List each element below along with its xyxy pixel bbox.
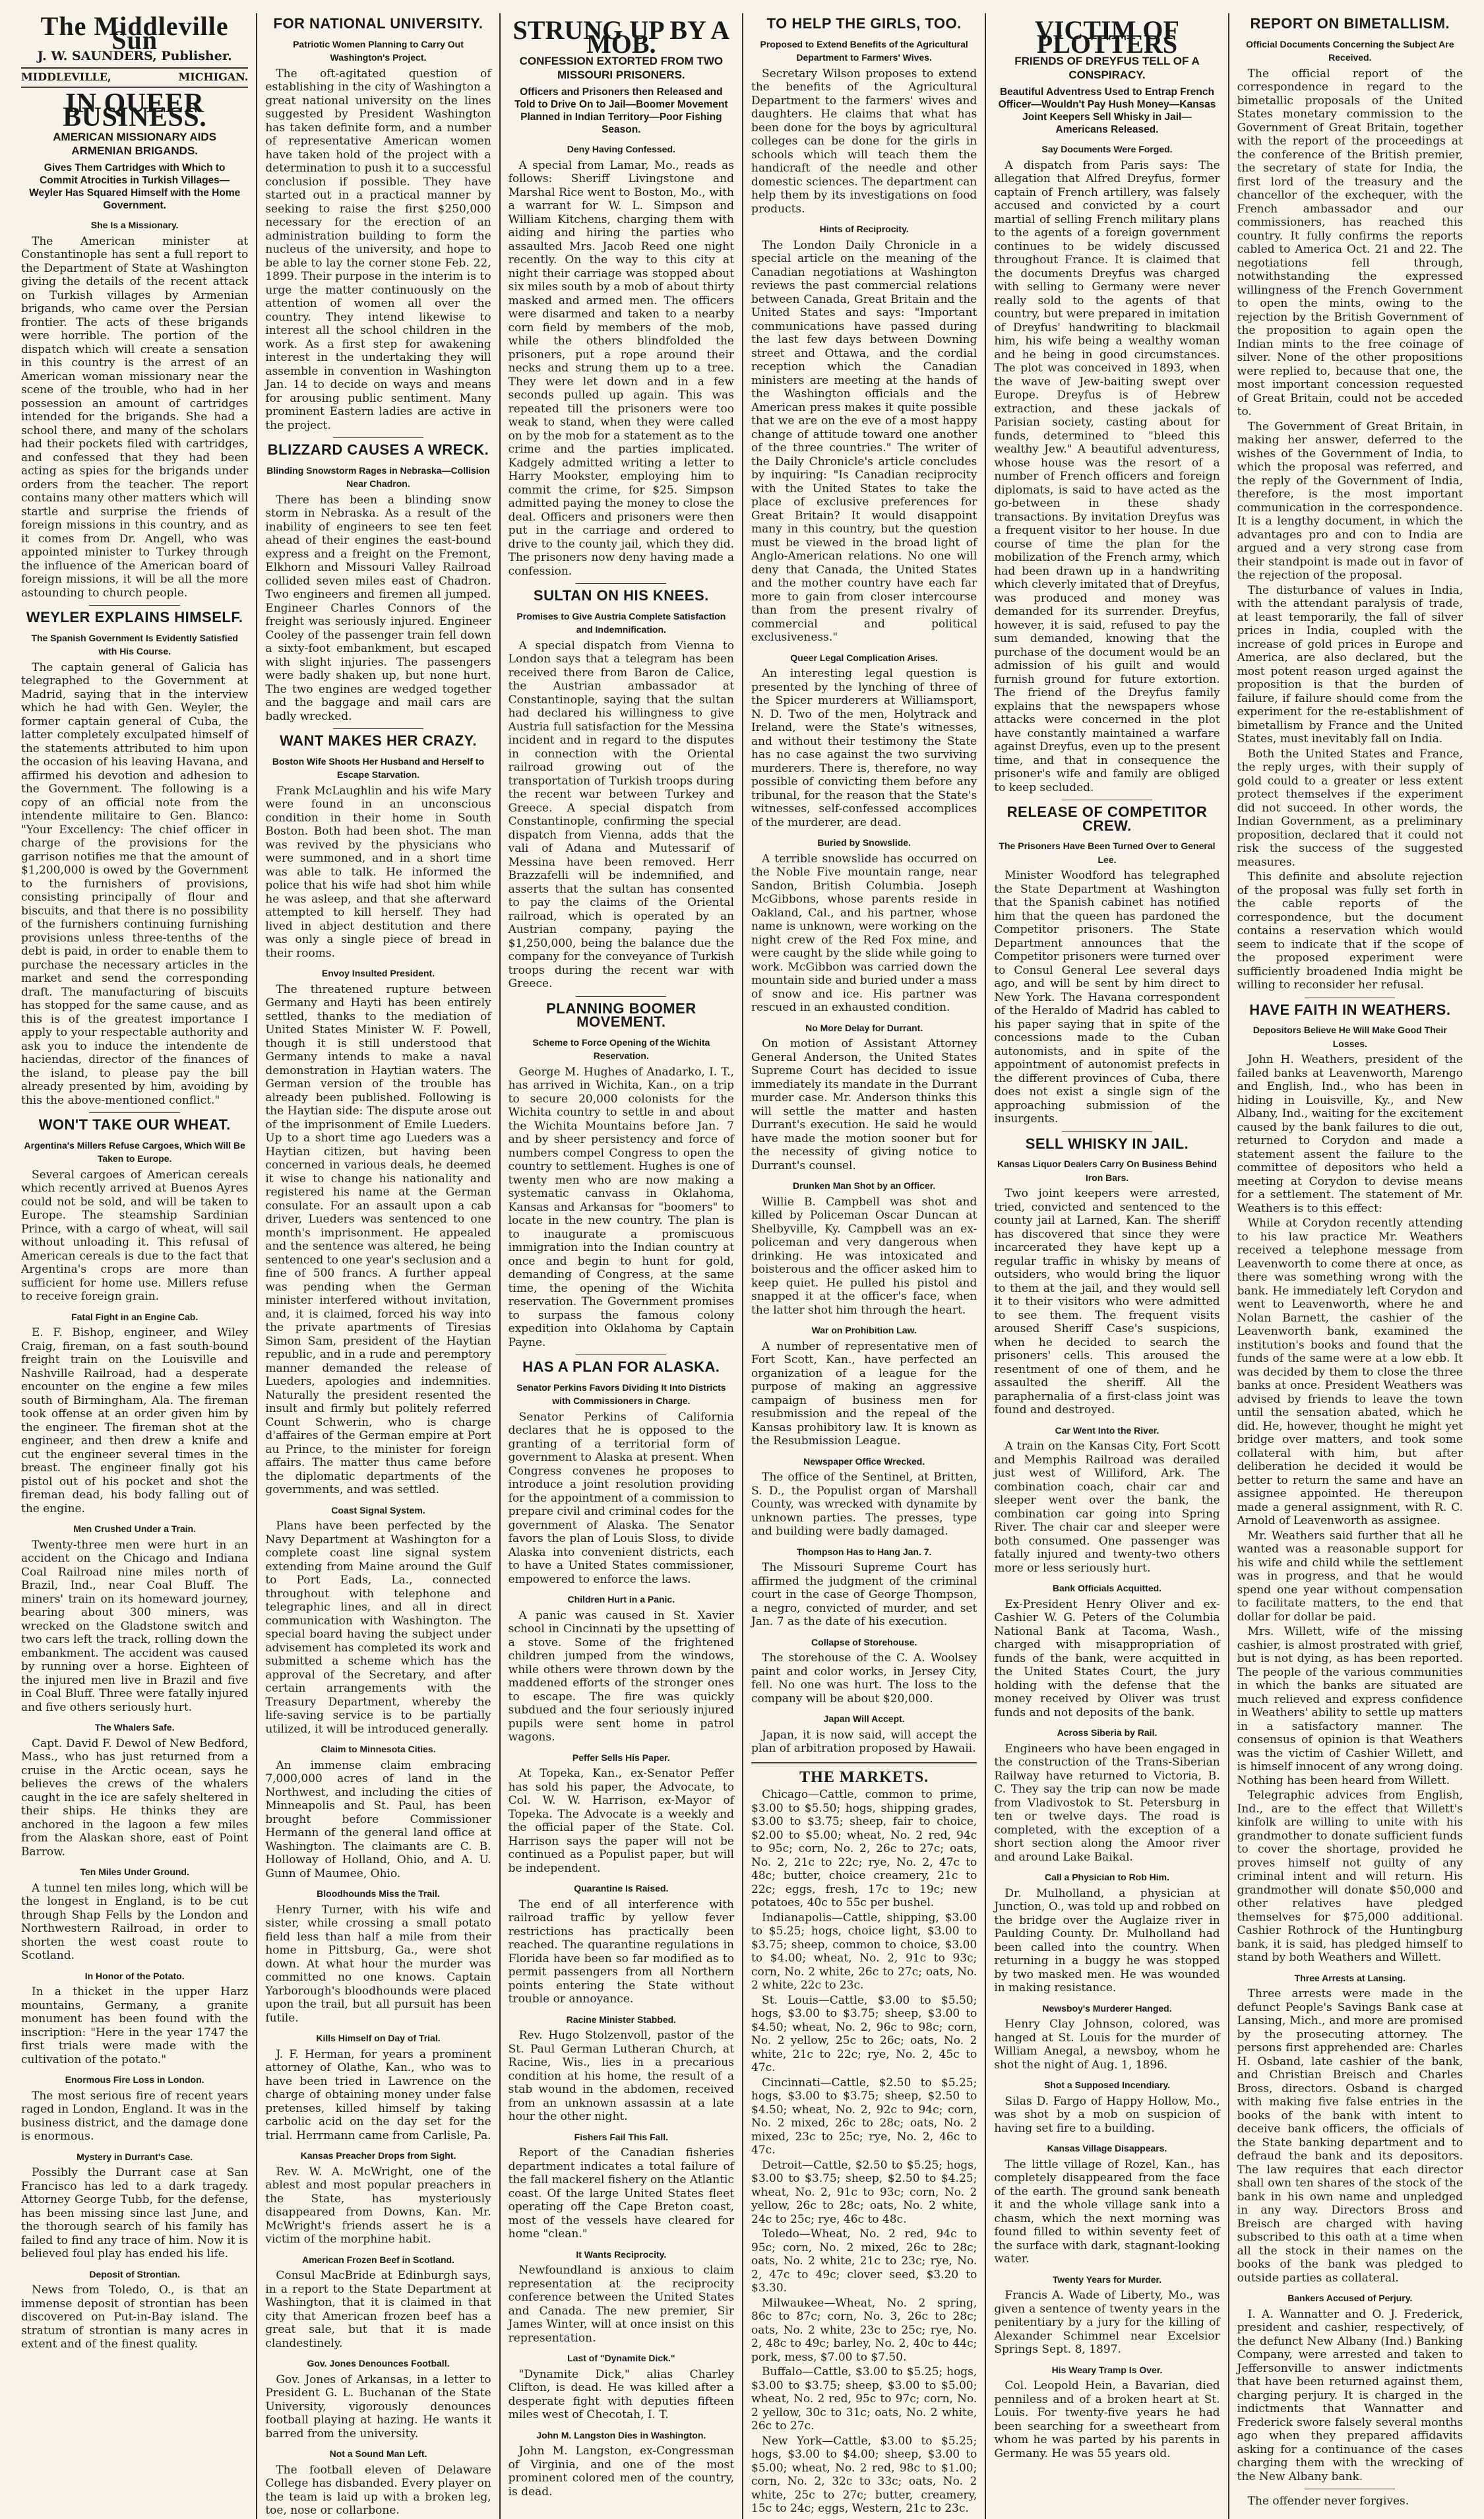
article-paragraph: Several cargoes of American cereals which recently arrived at Buenos Ayres could not be sold, and will be taken to Europe. The steamship Sardinian Prince, with a cargo of wheat, will sail without unloading it. This refusal of American cereals is due to the fact that Argentina's crops are more than sufficient for home use. Millers refuse to receive foreign grain. <box>21 1168 249 1303</box>
article-paragraph: Japan, it is now said, will accept the plan of arbitration proposed by Hawaii. <box>751 1728 977 1755</box>
article-paragraph: The captain general of Galicia has telegraphed to the Government at Madrid, saying that in the interview which he had with Gen. Weyler, the former captain general of Cuba, the latter completely exculpated himself of the statements attributed to him upon the occasion of his leaving Havana, and affirmed his devotion and adhesion to the Government. The following is a copy of an official note from the intendente militaire to Gen. Blanco: "Your Excellency: The chief officer in charge of the provisions for the garrison notifies me that the amount of $1,200,000 is owed by the Government to the furnishers of provisions, consisting principally of flour and biscuits, and that there is no possibility of the furnishers continuing furnishing provisions unless three-tenths of the debt is paid, in order to enable them to purchase the necessary articles in the market and send the corresponding draft. The manufacturing of biscuits has stopped for the same cause, and as this is of the greatest importance I apply to your respectable authority and ask you to induce the intendente de haciendas, director of the finances of the island, to please pay the bill already presented by him, avoiding by this the above-mentioned conflict." <box>21 660 249 1107</box>
dateline <box>21 67 248 88</box>
headline: SULTAN ON HIS KNEES. <box>533 587 709 604</box>
subhead: The Prisoners Have Been Turned Over to General Lee. <box>999 841 1216 865</box>
subhead: Kansas Village Disappears. <box>1047 2143 1167 2153</box>
article-paragraph: The Missouri Supreme Court has affirmed the judgment of the criminal court in the case of George Thompson, a negro, convicted of murder, and set Jan. 7 as the date of his execution. <box>751 1561 977 1628</box>
article-paragraph: I. A. Wannatter and O. J. Frederick, president and cashier, respectively, of the defunct New Albany (Ind.) Banking Company, were arrested and taken to Jeffersonville to answer indictments that have been returned against them, charging perjury. It is charged in the indictments that Wannatter and Frederick swore falsely several months ago when they prepared affidavits asking for a continuance of the cases charging them with the wrecking of the New Albany bank. <box>1237 2307 1463 2483</box>
headline: PLANNING BOOMER MOVEMENT. <box>546 1000 696 1030</box>
subhead: Fishers Fail This Fall. <box>574 2131 669 2142</box>
deck-summary: Gives Them Cartridges with Which to Commit Atrocities in Turkish Villages—Weyler Has Squared Himself with the Home Government. <box>29 162 241 211</box>
subhead: In Honor of the Potato. <box>84 1970 185 1981</box>
article-paragraph: Twenty-three men were hurt in an accident on the Chicago and Indiana Coal Railroad nine miles north of Brazil, Ind., near Coal Bluff. The miners' train on its homeward journey, bearing about 300 miners, was wrecked on the Gladstone switch and two cars left the track, rolling down the embankment. The accident was caused by running over a horse. Eighteen of the injured men live in Brazil and five in Coal Bluff. Three were fatally injured and five others seriously hurt. <box>21 1538 249 1714</box>
divider <box>333 728 423 729</box>
subhead: Gov. Jones Denounces Football. <box>307 2358 450 2369</box>
subhead: Japan Will Accept. <box>823 1713 905 1724</box>
divider <box>576 583 666 584</box>
subhead: Bankers Accused of Perjury. <box>1287 2293 1413 2303</box>
subhead: Argentina's Millers Refuse Cargoes, Which Will Be Taken to Europe. <box>24 1139 245 1164</box>
article-paragraph: Ex-President Henry Oliver and ex-Cashier W. G. Peters of the Columbia National Bank at Tacoma, Wash., charged with misappropriation of funds of the bank, were acquitted in the United States Court, the jury holding with the defense that the money received by Oliver was trust funds and not deposits of the bank. <box>994 1597 1220 1719</box>
subhead: Mystery in Durrant's Case. <box>77 2151 193 2162</box>
article-paragraph: While at Corydon recently attending to his law practice Mr. Weathers received a telephone message from Leavenworth to come there at once, as there was something wrong with the bank. He immediately left Corydon and went to Leavenworth, where he and Nolan Barnett, the cashier of the Leavenworth bank, examined the institution's books and found that the funds of the same were at a low ebb. It was decided by them to close the three banks at once. President Weathers was advised by friends to leave the town until the sensation abated, which he did. He, however, thought he might yet bridge over matters, and took some collateral with him, but after deliberation he decided it would be better to return the same and have an assignee appointed. He thereupon made a general assignment, with R. C. Arnold of Leavenworth as assignee. <box>1237 1217 1463 1527</box>
column-2 <box>256 13 499 2519</box>
article-paragraph: News from Toledo, O., is that an immense deposit of strontian has been discovered on Put-in-Bay island. The stratum of strontian is many acres in extent and of the finest quality. <box>21 2283 249 2351</box>
subhead: Thompson Has to Hang Jan. 7. <box>796 1546 932 1557</box>
article-paragraph: Senator Perkins of California declares that he is opposed to the granting of a territorial form of government to Alaska at present. When Congress convenes he proposes to introduce a joint resolution providing for the appointment of a commission to prepare civil and criminal codes for the government of Alaska. The Senator favors the plan of Louis Sloss, to divide Alaska into convenient districts, each to have a United States commissioner, empowered to enforce the laws. <box>508 1410 735 1586</box>
article-paragraph: Willie B. Campbell was shot and killed by Policeman Oscar Duncan at Shelbyville, Ky. Campbell was an ex-policeman and very dangerous when drinking. He was intoxicated and boisterous and the officer asked him to keep quiet. He pulled his pistol and snapped it at the officer's face, when the latter shot him through the heart. <box>751 1195 977 1317</box>
article-paragraph: Two joint keepers were arrested, tried, convicted and sentenced to the county jail at Larned, Kan. The sheriff has discovered that since they were incarcerated they have kept up a regular traffic in whisky by means of outsiders, who would bring the liquor to them at the jail, and they would sell it to their visitors who were admitted to see them. The frequent visits aroused Sheriff Case's suspicions, when he decided to search the prisoners' cells. This aroused the resentment of one of them, and he assaulted the sheriff. All the paraphernalia of a first-class joint was found and destroyed. <box>994 1187 1220 1417</box>
headline: SELL WHISKY IN JAIL. <box>1025 1135 1189 1152</box>
subhead: Last of "Dynamite Dick." <box>567 2353 675 2363</box>
subhead: War on Prohibition Law. <box>811 1325 917 1335</box>
subhead: Kansas Preacher Drops from Sight. <box>300 2150 456 2161</box>
column-5 <box>985 13 1227 2519</box>
subhead: Coast Signal System. <box>331 1504 425 1515</box>
subhead: Kills Himself on Day of Trial. <box>316 2033 441 2043</box>
market-report: Cincinnati—Cattle, $2.50 to $5.25; hogs, $3.00 to $3.75; sheep, $2.50 to $4.50; wheat, No. 2, 92c to 94c; corn, No. 2 mixed, 26c to 28c; oats, No. 2 mixed, 23c to 25c; rye, No. 2, 46c to 47c. <box>751 2076 977 2157</box>
article-paragraph: Three arrests were made in the defunct People's Savings Bank case at Lansing, Mich., and more are promised by the prosecuting attorney. The persons first apprehended are: Charles H. Osband, late cashier of the bank, and Christian Breisch and Charles Bross, directors. Osband is charged with making five false entries in the books of the bank with intent to deceive bank officers, the officials of the State banking department and to defraud the bank and its depositors. The law requires that each director shall own ten shares of the stock of the bank in his own name and unpledged in any way. Directors Bross and Breisch are charged with having subscribed to this oath at a time when all the stock in their names on the books of the bank was pledged to outside parties as collateral. <box>1237 1987 1463 2285</box>
headline: WANT MAKES HER CRAZY. <box>280 732 477 749</box>
article-paragraph: Rev. Hugo Stolzenvoll, pastor of the St. Paul German Lutheran Church, at Racine, Wis., lies in a precarious condition at his home, the result of a stab wound in the abdomen, received from an unknown assassin at a late hour the other night. <box>508 2029 734 2123</box>
article-paragraph: There has been a blinding snow storm in Nebraska. As a result of the inability of engineers to see ten feet ahead of their engines the east-bound express and a freight on the Fremont, Elkhorn and Missouri Valley Railroad collided seven miles east of Chadron. Two engineers and firemen all jumped. Engineer Charles Connors of the freight was seriously injured. Engineer Cooley of the passenger train fell down a sixty-foot embankment, but escaped with slight injuries. The passengers were badly shaken up, but none hurt. The two engines are wedged together and the baggage and mail cars are badly wrecked. <box>265 493 491 723</box>
subhead: Fatal Fight in an Engine Cab. <box>71 1311 199 1322</box>
article-paragraph: This definite and absolute rejection of the proposal was fully set forth in the cable reports of the correspondence, but the document contains a reservation which would seem to indicate that if the scope of the proposed experiment were sufficiently broadened India might be willing to reconsider her refusal. <box>1237 870 1463 992</box>
subhead: Peffer Sells His Paper. <box>572 1752 670 1763</box>
article-paragraph: A panic was caused in St. Xavier school in Cincinnati by the upsetting of a stove. Some of the frightened children jumped from the windows, while others were thrown down by the maddened efforts of the stronger ones to escape. The fire was quickly subdued and the four seriously injured pupils were sent home in patrol wagons. <box>508 1609 734 1744</box>
headline: RELEASE OF COMPETITOR CREW. <box>1006 804 1208 834</box>
subhead: It Wants Reciprocity. <box>576 2248 667 2260</box>
headline: TO HELP THE GIRLS, TOO. <box>766 15 962 32</box>
publisher-line: J. W. SAUNDERS, Publisher. <box>37 49 232 63</box>
subhead: Blinding Snowstorm Rages in Nebraska—Collision Near Chadron. <box>266 464 490 489</box>
subhead: The Spanish Government Is Evidently Satisfied with His Course. <box>31 632 238 656</box>
column-1 <box>13 13 256 2519</box>
article-paragraph: Francis A. Wade of Liberty, Mo., was given a sentence of twenty years in the penitentiary by a jury for the killing of Alexander Schimmel near Excelsior Springs Sept. 8, 1897. <box>994 2289 1220 2356</box>
market-report: Toledo—Wheat, No. 2 red, 94c to 95c; corn, No. 2 mixed, 26c to 28c; oats, No. 2 white, 21c to 23c; rye, No. 2, 47c to 49c; clover seed, $3.20 to $3.30. <box>751 2227 977 2295</box>
headline: WEYLER EXPLAINS HIMSELF. <box>26 609 243 625</box>
article-paragraph: The offender never forgives. <box>1247 2495 1409 2508</box>
headline: REPORT ON BIMETALLISM. <box>1250 15 1450 32</box>
article-paragraph: Newfoundland is anxious to claim representation at the reciprocity conference between the United States and Canada. The new premier, Sir James Winter, will at once insist on this representation. <box>508 2264 734 2345</box>
subhead: Promises to Give Austria Complete Satisfaction and Indemnification. <box>516 610 726 635</box>
subhead: Enormous Fire Loss in London. <box>65 2074 204 2085</box>
article-paragraph: The London Daily Chronicle in a special article on the meaning of the Canadian negotiations at Washington reviews the past commercial relations between Canada, Great Britain and the United States and says: "Important communications have passed during the last few days between Downing street and Ottawa, and the cordial reception which the Canadian ministers are meeting at the hands of the Washington officials and the American press makes it quite possible that we are on the eve of a most happy change of attitude toward one another of the three countries." The writer of the Daily Chronicle's article concludes by inquiring: "Is Canadian reciprocity with the United States to take the place of exclusive preferences for Great Britain? It would disappoint many in this country, but the question must be viewed in the broad light of Anglo-American relations. No one will deny that Canada, the United States and the mother country have each far more to gain from closer intercourse than from the present rivalry of commercial and political exclusiveness." <box>751 238 977 644</box>
market-report: Indianapolis—Cattle, shipping, $3.00 to $5.25; hogs, choice light, $3.00 to $3.75; sheep, common to choice, $3.00 to $4.00; wheat, No. 2, 91c to 93c; corn, No. 2 white, 26c to 27c; oats, No. 2 white, 22c to 23c. <box>751 1911 977 1992</box>
dateline-town: MIDDLEVILLE, <box>21 70 111 83</box>
subhead: Bloodhounds Miss the Trail. <box>317 1888 440 1899</box>
article-paragraph: The end of all interference with railroad traffic by yellow fever restrictions has practically been reached. The quarantine regulations in Florida have been so far modified as to permit passengers from all Northern points entering the State without trouble or annoyance. <box>508 1897 734 2006</box>
article-paragraph: John M. Langston, ex-Congressman of Virginia, and one of the most prominent colored men of the country, is dead. <box>508 2444 734 2499</box>
column-6 <box>1228 13 1471 2519</box>
deck: AMERICAN MISSIONARY AIDS ARMENIAN BRIGANDS. <box>53 131 217 157</box>
article-paragraph: Mrs. Willett, wife of the missing cashier, is almost prostrated with grief, but is not dying, as has been reported. The people of the various communities in which the banks are situated are much relieved and express confidence in Weathers' ability to settle up matters in a satisfactory manner. The consensus of opinion is that Weathers was the victim of Cashier Willett, and is himself innocent of any wrong doing. Nothing has been heard from Willett. <box>1237 1625 1463 1787</box>
subhead: Not a Sound Man Left. <box>329 2448 427 2459</box>
divider <box>89 1112 180 1113</box>
headline: STRUNG UP BY A MOB. <box>512 15 730 59</box>
subhead: No More Delay for Durrant. <box>805 1022 923 1033</box>
article-paragraph: The Government of Great Britain, in making her answer, deferred to the wishes of the Government of India, to which the proposal was referred, and the reply of the Government of India, therefore, is the most important communication in the correspondence. It is a lengthy document, in which the advantages pro and con to India are argued and a very strong case from their standpoint is made out in favor of the rejection of the proposal. <box>1237 420 1463 582</box>
subhead: Patriotic Women Planning to Carry Out Washington's Project. <box>293 38 464 63</box>
article-paragraph: A train on the Kansas City, Fort Scott and Memphis Railroad was derailed just west of Williford, Ark. The combination coach, chair car and sleeper went over the bank, the combination car going into Spring River. The chair car and sleeper were both consumed. One passenger was fatally injured and twenty-two others more or less seriously hurt. <box>994 1440 1220 1575</box>
subhead: Shot a Supposed Incendiary. <box>1043 2080 1171 2090</box>
article-paragraph: The storehouse of the C. A. Woolsey paint and color works, in Jersey City, fell. No one was hurt. The loss to the company will be about $20,000. <box>751 1651 977 1706</box>
article-paragraph: A number of representative men of Fort Scott, Kan., have perfected an organization of a league for the purpose of making an aggressive campaign of business men for resubmission and the repeal of the Kansas prohibitory law. It is known as the Resubmission League. <box>751 1339 977 1448</box>
subhead: Boston Wife Shoots Her Husband and Herself to Escape Starvation. <box>272 755 485 780</box>
article-paragraph: Gov. Jones of Arkansas, in a letter to President G. L. Buchanan of the State University, vigorously denounces football playing at hazing. He wants it barred from the university. <box>265 2373 491 2440</box>
article-paragraph: Secretary Wilson proposes to extend the benefits of the Agricultural Department to the farmers' wives and daughters. He claims that what has been done for the boys by agricultural colleges can be done for the girls in schools which will teach them the handicraft of the needle and other domestic sciences. The department can help them by its investigations on food products. <box>751 67 977 216</box>
deck: FRIENDS OF DREYFUS TELL OF A CONSPIRACY. <box>1014 55 1200 81</box>
article-paragraph: Col. Leopold Hein, a Bavarian, died penniless and of a broken heart at St. Louis. For twenty-five years he had been searching for a sweetheart from whom he was parted by his parents in Germany. He was 55 years old. <box>994 2379 1220 2460</box>
subhead: Collapse of Storehouse. <box>811 1636 917 1647</box>
subhead: Claim to Minnesota Cities. <box>321 1744 436 1754</box>
article-paragraph: Capt. David F. Dewol of New Bedford, Mass., who has just returned from a cruise in the Arctic ocean, says he believes the crews of the whalers caught in the ice are safely sheltered in their ships. He thinks they are anchored in the lagoon a few miles from the Alaskan shore, east of Point Barrow. <box>21 1737 249 1859</box>
article-paragraph: George M. Hughes of Anadarko, I. T., has arrived in Wichita, Kan., on a trip to secure 20,000 colonists for the Wichita country to settle in and about the Wichita Mountains before Jan. 7 and by sheer persistency and force of numbers compel Congress to open the country to settlement. Hughes is one of twenty men who are now making a systematic canvass in Oklahoma, Kansas and Arkansas for "boomers" to locate in the new country. The plan is to inaugurate a promiscuous immigration into the Indian country at once and begin to hunt for gold, demanding of Congress, at the same time, the opening of the Wichita reservation. The Government promises to surpass the famous colony expedition into Oklahoma by Captain Payne. <box>508 1065 734 1349</box>
article-paragraph: The office of the Sentinel, at Britten, S. D., the Populist organ of Marshall County, was wrecked with dynamite by unknown parties. The presses, type and building were badly damaged. <box>751 1471 977 1538</box>
article-paragraph: Possibly the Durrant case at San Francisco has led to a dark tragedy. Attorney George Tubb, for the defense, has been missing since last June, and the thorough search of his family has failed to find any trace of him. Now it is believed foul play has ended his life. <box>21 2166 249 2260</box>
article-paragraph: The threatened rupture between Germany and Hayti has been entirely settled, thanks to the mediation of United States Minister W. F. Powell, though it is still understood that Germany intends to make a naval demonstration in Haytian waters. The German version of the trouble has already been published. Following is the Haytian side: The dispute arose out of the imprisonment of Emile Lueders. Up to a short time ago Lueders was a Haytian citizen, but having been concerned in various deals, he deemed it wise to change his nationality and registered his name at the German consulate. For an assault upon a cab driver, Lueders was sentenced to one month's imprisonment. He appealed and the sentence was altered, he being sentenced to one year's seclusion and a fine of 500 francs. A further appeal was pending when the German minister interfered without invitation, and, it is claimed, forced his way into the private apartments of Tiresias Simon Sam, president of the Haytian republic, and in a rude and peremptory manner demanded the release of Lueders, apologies and indemnities. Naturally the president resented the insult and firmly but politely referred Count Schwerin, who is charge d'affaires of the German empire at Port au Prince, to the minister for foreign affairs. The matter thus came before the diplomatic departments of the governments, and was settled. <box>265 982 491 1496</box>
market-report: St. Louis—Cattle, $3.00 to $5.50; hogs, $3.00 to $3.75; sheep, $3.00 to $4.50; wheat, No. 2, 96c to 98c; corn, No. 2 yellow, 25c to 26c; oats, No. 2 white, 21c to 22c; rye, No. 2, 45c to 47c. <box>751 1993 977 2074</box>
subhead: Children Hurt in a Panic. <box>567 1594 675 1605</box>
article-paragraph: The oft-agitated question of establishing in the city of Washington a great national university on the lines suggested by President Washington has taken definite form, and a number of representative American women have taken hold of the project with a determination to push it to a successful conclusion if possible. They have started out in a practical manner by seeking to raise the first $250,000 necessary for the erection of an administration building to form the nucleus of the university, and hope to be able to lay the corner stone Feb. 22, 1899. Their purpose in the interim is to urge the matter continuously on the attention of women all over the country. They intend likewise to interest all the school children in the work. As a first step for awakening interest in the undertaking they will assemble in convention in Washington Jan. 14 to decide on ways and means for arousing public sentiment. Many prominent Eastern ladies are active in the project. <box>265 67 491 432</box>
subhead: Buried by Snowslide. <box>817 837 911 848</box>
article-paragraph: A special from Lamar, Mo., reads as follows: Sheriff Livingstone and Marshal Rice went to Boston, Mo., with a warrant for W. L. Simpson and William Kitchens, charging them with aiding and hiring the parties who assaulted Mrs. Jacob Reed one night recently. On the way to this city at night their carriage was stopped about six miles south by a mob of about thirty masked and armed men. The officers were disarmed and taken to a nearby corn field by members of the mob, while the others blindfolded the prisoners, put a rope around their necks and strung them up to a tree. They were let down and in a few seconds pulled up again. This was repeated till the prisoners were too weak to stand, when they were called on by the mob for a statement as to the crime and the parties implicated. Kadgely admitted writing a letter to Harry Mookster, employing him to commit the crime, for $25. Simpson admitted paying the money to close the deal. Officers and prisoners were then put in the carriage and ordered to drive to the county jail, which they did. The prisoners now deny having made a confession. <box>508 158 734 578</box>
article-paragraph: On motion of Assistant Attorney General Anderson, the United States Supreme Court has decided to issue immediately its mandate in the Durrant murder case. Mr. Anderson thinks this will settle the matter and hasten Durrant's execution. He said he would have made the motion sooner but for the necessity of giving notice to Durrant's counsel. <box>751 1037 977 1172</box>
article-paragraph: At Topeka, Kan., ex-Senator Peffer has sold his paper, the Advocate, to Col. W. W. Harrison, ex-Mayor of Topeka. The Advocate is a weekly and the official paper of the State. Col. Harrison says the paper will not be continued as a Populist paper, but will be independent. <box>508 1767 734 1875</box>
masthead-title: The Middleville Sun <box>40 11 229 55</box>
subhead: She Is a Missionary. <box>90 220 179 230</box>
subhead: Quarantine Is Raised. <box>574 1883 669 1894</box>
divider <box>751 1762 977 1764</box>
article-paragraph: Henry Clay Johnson, colored, was hanged at St. Louis for the murder of William Anegal, a newsboy, whom he shot the night of Aug. 1, 1896. <box>994 2018 1220 2072</box>
article-paragraph: A dispatch from Paris says: The allegation that Alfred Dreyfus, former captain of French artillery, was falsely accused and convicted by a court martial of selling French military plans to the agents of a foreign government continues to be widely discussed throughout France. It is claimed that the documents Dreyfus was charged with selling to Germany were never really sold to the agents of that country, but were prepared in imitation of Dreyfus' handwriting to blackmail him, his wife being a wealthy woman and he being in good circumstances. The plot was conceived in 1893, when the wave of Jew-baiting swept over Europe. Dreyfus is of Hebrew extraction, and these jackals of Parisian society, casting about for funds, determined to "bleed this wealthy Jew." A beautiful adventuress, whose house was the resort of a number of French officers and foreign diplomats, is said to have acted as the go-between in these shady transactions. By invitation Dreyfus was a frequent visitor to her house. In due course of time the plan for the mobilization of the French army, which had been drawn up in a handwriting which cleverly imitated that of Dreyfus, was produced and money was demanded for its surrender. Dreyfus, however, it is said, refused to pay the sum demanded, knowing that the purchase of the document would be an admission of his guilt and would furnish ground for future extortion. The friend of the Dreyfus family explains that the newspapers whose attacks were concerned in the plot have constantly maintained a warfare against Dreyfus, even up to the present time, and that in consequence the prisoner's wife and family are obliged to keep secluded. <box>994 158 1220 794</box>
article-paragraph: A terrible snowslide has occurred on the Noble Five mountain range, near Sandon, British Columbia. Joseph McGibbons, whose parents reside in Oakland, Cal., and his partner, whose name is unknown, were working on the night crew of the Red Fox mine, and were caught by the slide while going to work. McGibbon was carried down the mountain side and buried under a mass of snow and ice. His partner was rescued in an exhausted condition. <box>751 852 977 1014</box>
market-report: Chicago—Cattle, common to prime, $3.00 to $5.50; hogs, shipping grades, $3.00 to $3.75; sheep, fair to choice, $2.00 to $5.00; wheat, No. 2 red, 94c to 95c; corn, No. 2, 26c to 27c; oats, No. 2, 21c to 22c; rye, No. 2, 47c to 48c; butter, choice creamery, 21c to 22c; eggs, fresh, 17c to 19c; new potatoes, 40c to 55c per bushel. <box>751 1788 977 1909</box>
market-report: Buffalo—Cattle, $3.00 to $5.25; hogs, $3.00 to $3.75; sheep, $3.00 to $5.00; wheat, No. 2 red, 95c to 97c; corn, No. 2 yellow, 30c to 31c; oats, No. 2 white, 26c to 27c. <box>751 2365 977 2433</box>
subhead: His Weary Tramp Is Over. <box>1051 2364 1163 2375</box>
article-paragraph: E. F. Bishop, engineer, and Wiley Craig, fireman, on a fast south-bound freight train on the Louisville and Nashville Railroad, had a desperate encounter on the engine a few miles south of Birmingham, Ala. The fireman took offense at an order given him by the engineer. The fireman shot at the engineer, and then drew a knife and cut the engineer several times in the breast. The engineer finally got his pistol out of his pocket and shot the fireman dead, his body falling out of the engine. <box>21 1326 249 1515</box>
article-paragraph: Rev. W. A. McWright, one of the ablest and most popular preachers in the State, has mysteriously disappeared from Downs, Kan. Mr. McWright's friends assert he is a victim of the morphine habit. <box>265 2165 491 2246</box>
article-paragraph: An immense claim embracing 7,000,000 acres of land in the Northwest, and including the cities of Minneapolis and St. Paul, has been brought before Commissioner Hermann of the general land office at Washington. The claimants are C. B. Holloway of Holland, Ohio, and A. U. Gunn of Maumee, Ohio. <box>265 1758 491 1880</box>
subhead: Kansas Liquor Dealers Carry On Business Behind Iron Bars. <box>997 1159 1217 1183</box>
subhead: Depositors Believe He Will Make Good Their Losses. <box>1252 1025 1447 1049</box>
subhead: Proposed to Extend Benefits of the Agricultural Department to Farmers' Wives. <box>760 38 968 63</box>
subhead: Car Went Into the River. <box>1055 1424 1159 1436</box>
article-paragraph: An interesting legal question is presented by the lynching of three of the Spicer murderers at Williamsport, N. D. Two of the men, Holytrack and Ireland, were the State's witnesses, and without their testimony the State has no case against the two surviving murderers. There is, therefore, no way possible of convicting them before any tribunal, for the reason that the State's witnesses, self-confessed accomplices of the murderer, are dead. <box>751 667 977 829</box>
subhead: Across Siberia by Rail. <box>1057 1727 1158 1738</box>
article-paragraph: Minister Woodford has telegraphed the State Department at Washington that the Spanish cabinet has notified him that the queen has pardoned the Competitor prisoners. The State Department announces that the Competitor prisoners were turned over to Consul General Lee several days ago, and will be sent by him direct to New York. The Havana correspondent of the Heraldo of Madrid has cabled to his paper saying that in spite of the concessions made to the Cuban autonomists, and in spite of the appointment of autonomist prefects in the different provinces of Cuba, there does not exist a single sign of the approaching submission of the insurgents. <box>994 869 1220 1126</box>
subhead: Three Arrests at Lansing. <box>1294 1972 1406 1983</box>
article-paragraph: Both the United States and France, the reply urges, with their supply of gold could to a greater or less extent protect themselves if the experiment did not succeed. In other words, the Indian Government, as a preliminary proposition, declared that it could not risk the success of the suggested measures. <box>1237 747 1463 869</box>
subhead: Bank Officials Acquitted. <box>1052 1583 1162 1593</box>
subhead: Racine Minister Stabbed. <box>566 2014 677 2025</box>
article-paragraph: J. F. Herman, for years a prominent attorney of Olathe, Kan., who was to have been tried in Lawrence on the charge of obtaining money under false pretenses, killed himself by taking carbolic acid on the day set for the trial. Herrmann came from Carlisle, Pa. <box>265 2047 491 2142</box>
subhead: Men Crushed Under a Train. <box>73 1523 197 1534</box>
headline: HAS A PLAN FOR ALASKA. <box>522 1358 720 1375</box>
article-paragraph: John H. Weathers, president of the failed banks at Leavenworth, Marengo and English, Ind., who has been in hiding in Louisville, Ky., and New Albany, Ind., waiting for the excitement caused by the bank failures to die out, returned to Corydon and made a statement assent the failure to the committee of depositors who held a meeting at Corydon to devise means for a settlement. The statement of Mr. Weathers is to this effect: <box>1237 1053 1463 1215</box>
subhead: Say Documents Were Forged. <box>1041 144 1173 154</box>
market-report: Milwaukee—Wheat, No. 2 spring, 86c to 87c; corn, No. 3, 26c to 28c; oats, No. 2 white, 23c to 25c; rye, No. 2, 48c to 49c; barley, No. 2, 40c to 44c; pork, mess, $7.00 to $7.50. <box>751 2296 977 2364</box>
subhead: Scheme to Force Opening of the Wichita Reservation. <box>532 1036 710 1061</box>
subhead: Hints of Reciprocity. <box>819 224 909 234</box>
article-paragraph: The little village of Rozel, Kan., has completely disappeared from the face of the earth. The ground sank beneath it and the whole village sank into a chasm, which the next morning was found filled to within seventy feet of the surface with dark, stagnant-looking water. <box>994 2157 1220 2266</box>
headline: FOR NATIONAL UNIVERSITY. <box>273 15 483 32</box>
newspaper-page <box>13 11 1471 2517</box>
article-paragraph: "Dynamite Dick," alias Charley Clifton, is dead. He was killed after a desperate fight with deputies fifteen miles west of Checotah, I. T. <box>508 2367 734 2421</box>
deck-summary: Beautiful Adventress Used to Entrap French Officer—Wouldn't Pay Hush Money—Kansas Joint Keepers Sell Whisky in Jail—Americans Released. <box>998 86 1216 135</box>
column-4 <box>742 13 985 2519</box>
subhead: The Whalers Safe. <box>94 1722 175 1733</box>
article-paragraph: Dr. Mulholland, a physician at Junction, O., was told up and robbed on the bridge over the Auglaize river in Paulding County. Dr. Mulholland had been called into the country. When returning in a buggy he was stopped by two masked men. He was wounded in making resistance. <box>994 1886 1220 1994</box>
article-paragraph: Report of the Canadian fisheries department indicates a total failure of the fall mackerel fishery on the Atlantic coast. Of the large United States fleet operating off the Cape Breton coast, most of the vessels have cleared for home "clean." <box>508 2146 734 2241</box>
markets-heading: THE MARKETS. <box>799 1768 929 1786</box>
article-paragraph: Frank McLaughlin and his wife Mary were found in an unconscious condition in their home in South Boston. Both had been shot. The man was revived by the physicians who were summoned, and in a short time was able to talk. He informed the police that his wife had shot him while he was asleep, and that she afterward attempted to kill herself. They had lived in abject destitution and there was only a single piece of bread in their rooms. <box>265 784 491 960</box>
deck-summary: Officers and Prisoners then Released and Told to Drive On to Jail—Boomer Movement Planned in Indian Territory—Poor Fishing Season. <box>514 86 728 135</box>
article-paragraph: The official report of the correspondence in regard to the bimetallic proposals of the United States monetary commission to the Government of Great Britain, together with the report of the proceedings at the conference of the British premier, the secretary of state for India, the first lord of the treasury and the chancellor of the exchequer, with the French ambassador and our commissioners, has reached this country. It fully confirms the reports cabled to America Oct. 21 and 22. The negotiations fell through, notwithstanding the expressed willingness of the French Government to open the mints, owing to the rejection by the British Government of the proposition to again open the Indian mints to the free coinage of silver. None of the other propositions were replied to, because that one, the most important concession requested of Great Britain, could not be acceded to. <box>1237 67 1463 418</box>
subhead: Call a Physician to Rob Him. <box>1044 1872 1170 1882</box>
divider <box>576 996 666 997</box>
article-paragraph: The most serious fire of recent years raged in London, England. It was in the business district, and the damage done is enormous. <box>21 2089 249 2143</box>
deck: CONFESSION EXTORTED FROM TWO MISSOURI PRISONERS. <box>519 55 724 81</box>
article-paragraph: The American minister at Constantinople has sent a full report to the Department of State at Washington giving the details of the recent attack on Turkish villages by Armenian brigands, who came over the Persian frontier. The acts of these brigands were horrible. The portion of the dispatch which will create a sensation in this country is the arrest of an American woman missionary near the scene of the trouble, who had in her possession an amount of cartridges intended for the brigands. She had a school there, and many of the scholars had their pockets filed with cartridges, and confessed that they had been acting as spies for the brigands under orders from the teacher. The report contains many other matters which will startle and surprise the friends of foreign missions in this country, and as it comes from Dr. Angell, who was appointed minister to Turkey through the influence of the American board of foreign missions, it will be all the more astounding to church people. <box>21 234 249 600</box>
article-paragraph: Mr. Weathers said further that all he wanted was a reasonable support for his wife and child while the settlement was in progress, and that he would spend one year without compensation to facilitate matters, to the end that dollar for dollar be paid. <box>1237 1529 1463 1624</box>
article-paragraph: A special dispatch from Vienna to London says that a telegram has been received there from Baron de Calice, the Austrian ambassador at Constantinople, saying that the sultan had declared his willingness to give Austria full satisfaction for the Messina incident and in regard to the disputes in connection with the Oriental railroad growing out of the transportation of Turkish troops during the recent war between Turkey and Greece. A special dispatch from Constantinople, confirming the special dispatch from Vienna, adds that the vali of Adana and Mutessarif of Messina have been removed. Herr Brazzafelli will be indemnified, and asserts that the sultan has consented to pay the claims of the Oriental railroad, which is operated by an Austrian company, paying the $1,250,000, being the balance due the company for the conveyance of Turkish troops during the recent war with Greece. <box>508 639 734 990</box>
article-paragraph: Consul MacBride at Edinburgh says, in a report to the State Department at Washington, that it is claimed in that city that American frozen beef has a great sale, but that it is made clandestinely. <box>265 2269 491 2350</box>
column-3 <box>499 13 742 2519</box>
headline: WON'T TAKE OUR WHEAT. <box>38 1116 231 1133</box>
subhead: Ten Miles Under Ground. <box>80 1866 189 1877</box>
subhead: Queer Legal Complication Arises. <box>790 652 938 663</box>
subhead: Deposit of Strontian. <box>89 2268 180 2280</box>
subhead: Twenty Years for Murder. <box>1052 2274 1162 2285</box>
subhead: Envoy Insulted President. <box>321 968 435 978</box>
subhead: American Frozen Beef in Scotland. <box>301 2254 455 2265</box>
article-paragraph: A tunnel ten miles long, which will be the longest in England, is to be cut through Shap Fells by the London and Northwestern Railroad, in order to shorten the west coast route to Scotland. <box>21 1881 249 1962</box>
subhead: Drunken Man Shot by an Officer. <box>793 1180 936 1191</box>
subhead: Deny Having Confessed. <box>567 144 675 154</box>
article-paragraph: Telegraphic advices from English, Ind., are to the effect that Willett's kinfolk are willing to unite with his grandmother to donate sufficient funds to cover the shortage, provided he proves himself not guilty of any criminal intent and will return. His grandmother will donate $50,000 and other relatives have pledged themselves for $75,000 additional. Cashier Rothrock of the Huntingburg bank, it is said, has pledged himself to stand by both Weathers and Willett. <box>1237 1789 1463 1964</box>
article-paragraph: Silas D. Fargo of Happy Hollow, Mo., was shot by a mob on suspicion of having set fire to a building. <box>994 2094 1220 2135</box>
divider <box>333 437 423 438</box>
headline: HAVE FAITH IN WEATHERS. <box>1249 1001 1451 1018</box>
divider <box>89 605 180 606</box>
article-paragraph: The football eleven of Delaware College has disbanded. Every player on the team is laid up with a broken leg, toe, nose or collarbone. <box>265 2463 491 2517</box>
headline: IN QUEER BUSINESS. <box>63 88 207 133</box>
market-report: New York—Cattle, $3.00 to $5.25; hogs, $3.00 to $4.00; sheep, $3.00 to $5.00; wheat, No. 2 red, 98c to $1.00; corn, No. 2, 32c to 33c; oats, No. 2 white, 25c to 27c; butter, creamery, 15c to 24c; eggs, Western, 21c to 23c. <box>751 2434 977 2515</box>
dateline-state: MICHIGAN. <box>178 70 249 83</box>
subhead: Senator Perkins Favors Dividing It Into Districts with Commissioners in Charge. <box>516 1382 726 1406</box>
article-paragraph: Plans have been perfected by the Navy Department at Washington for a complete coast line signal system extending from Maine around the Gulf to Port Eads, La., connected throughout with telephone and telegraphic lines, and all in direct communication with Washington. The special board having the subject under advisement has completed its work and submitted a scheme which has the approval of the Secretary, and after certain arrangements with the Treasury Department, whereby the life-saving service is to be partially utilized, it will be introduced generally. <box>265 1519 491 1736</box>
subhead: Newspaper Office Wrecked. <box>803 1455 925 1467</box>
article-paragraph: Henry Turner, with his wife and sister, while crossing a small potato field less than half a mile from their home in Pittsburg, Ga., were shot down. At what hour the murder was committed no one knows. Captain Yarborough's bloodhounds were placed upon the trail, but all pursuit has been futile. <box>265 1903 491 2025</box>
market-report: Detroit—Cattle, $2.50 to $5.25; hogs, $3.00 to $3.75; sheep, $2.50 to $4.25; wheat, No. 2, 91c to 93c; corn, No. 2 yellow, 26c to 28c; oats, No. 2 white, 24c to 25c; rye, 46c to 48c. <box>751 2158 977 2226</box>
article-paragraph: Engineers who have been engaged in the construction of the Trans-Siberian Railway have returned to Victoria, B. C. They say the trip can now be made from Vladivostok to St. Petersburg in ten or twelve days. The road is completed, with the exception of a short section along the Amoor river and around Lake Baikal. <box>994 1742 1220 1864</box>
headline: VICTIM OF PLOTTERS <box>1035 15 1179 59</box>
subhead: John M. Langston Dies in Washington. <box>536 2429 706 2440</box>
subhead: Official Documents Concerning the Subject Are Received. <box>1246 38 1454 63</box>
subhead: Newsboy's Murderer Hanged. <box>1042 2002 1172 2014</box>
article-paragraph: The disturbance of values in India, with the attendant paralysis of trade, at least temporarily, the fall of silver prices in India, coupled with the increase of gold prices in Europe and America, are also declared, but the most potent reason urged against the proposition is that the burden of failure, if failure should come from the experiment for the re-establishment of bimetallism by France and the United States, must inevitably fall on India. <box>1237 583 1463 746</box>
article-paragraph: In a thicket in the upper Harz mountains, Germany, a granite monument has been found with the inscription: "Here in the year 1747 the first trials were made with the cultivation of the potato." <box>21 1985 249 2066</box>
headline: BLIZZARD CAUSES A WRECK. <box>267 441 489 458</box>
